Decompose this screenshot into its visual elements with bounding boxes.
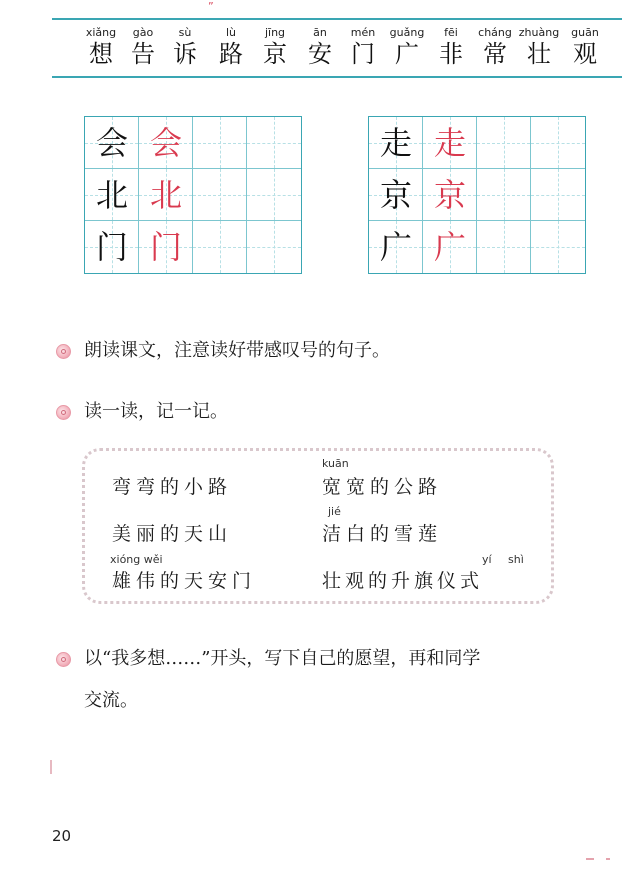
character-hanzi: 京 [263, 40, 287, 68]
exercise-write-line2: 交流。 [84, 690, 138, 711]
new-character [120, 26, 166, 68]
model-character: 走 [379, 124, 412, 162]
character-pinyin: zhuàng [518, 26, 560, 39]
model-character: 会 [95, 124, 128, 162]
exercise-write-line1: 以“我多想……”开头，写下自己的愿望，再和同学 [84, 648, 481, 669]
character-hanzi: 告 [131, 40, 155, 68]
grid-cell [193, 117, 247, 169]
character-pinyin: xiǎng [85, 26, 117, 39]
character-hanzi: 广 [395, 40, 419, 68]
model-character: 广 [379, 228, 412, 266]
character-pinyin: guǎng [389, 26, 425, 39]
margin-tick [50, 760, 52, 774]
character-pinyin: mén [350, 26, 376, 39]
new-character [162, 26, 208, 68]
character-pinyin: fēi [444, 26, 458, 39]
trace-character: 门 [149, 228, 182, 266]
grid-cell [531, 221, 585, 273]
new-character [562, 26, 608, 68]
trace-character: 会 [149, 124, 182, 162]
exercise-read-remember: 读一读，记一记。 [84, 401, 228, 422]
pinyin-shi: shì [508, 553, 524, 566]
model-character: 京 [379, 176, 412, 214]
character-hanzi: 门 [351, 40, 375, 68]
pinyin-kuan: kuān [322, 457, 349, 470]
phrase-row3-right: 壮观的升旗仪式 [322, 570, 484, 592]
grid-cell [247, 117, 301, 169]
grid-cell [193, 221, 247, 273]
character-pinyin: ān [313, 26, 327, 39]
trace-character: 北 [149, 176, 182, 214]
grid-cell [247, 169, 301, 221]
pinyin-jie: jié [328, 505, 341, 518]
exercise-2-bullet-icon [56, 405, 71, 420]
character-hanzi: 路 [219, 40, 243, 68]
character-hanzi: 观 [573, 40, 597, 68]
header-top-line [52, 18, 622, 20]
new-character [208, 26, 254, 68]
character-hanzi: 安 [308, 40, 332, 68]
phrase-row2-left: 美丽的天山 [112, 523, 233, 545]
trace-character: 京 [433, 176, 466, 214]
header-bottom-line [52, 76, 622, 78]
pinyin-xiongwei: xióng wěi [110, 553, 163, 566]
exercise-3-bullet-icon [56, 652, 71, 667]
phrase-row2-right: 洁白的雪莲 [322, 523, 443, 545]
character-pinyin: lù [225, 26, 237, 39]
writing-grid-right [368, 116, 586, 274]
new-character [340, 26, 386, 68]
phrase-row1-left: 弯弯的小路 [112, 476, 233, 498]
character-hanzi: 诉 [173, 40, 197, 68]
new-character [472, 26, 518, 68]
character-hanzi: 想 [89, 40, 113, 68]
trace-character: 走 [433, 124, 466, 162]
character-hanzi: 常 [483, 40, 507, 68]
model-character: 北 [95, 176, 128, 214]
page-number: 20 [52, 827, 72, 845]
character-pinyin: sù [178, 26, 192, 39]
grid-cell [531, 169, 585, 221]
corner-mark-1 [586, 858, 594, 860]
new-character [516, 26, 562, 68]
pinyin-yi: yí [482, 553, 492, 566]
model-character: 门 [95, 228, 128, 266]
writing-grid-left [84, 116, 302, 274]
character-pinyin: jīng [264, 26, 286, 39]
new-character [252, 26, 298, 68]
phrase-row1-right: 宽宽的公路 [322, 476, 443, 498]
character-hanzi: 壮 [527, 40, 551, 68]
new-character [78, 26, 124, 68]
corner-mark-2 [606, 858, 610, 860]
new-character [297, 26, 343, 68]
character-pinyin: guān [571, 26, 599, 39]
grid-cell [247, 221, 301, 273]
top-red-mark: ” [208, 0, 214, 13]
character-pinyin: cháng [478, 26, 512, 39]
character-hanzi: 非 [439, 40, 463, 68]
trace-character: 广 [433, 228, 466, 266]
grid-cell [193, 169, 247, 221]
new-character-row [78, 26, 598, 72]
new-character [384, 26, 430, 68]
grid-cell [477, 169, 531, 221]
phrase-row3-left: 雄伟的天安门 [112, 570, 257, 592]
exercise-1-bullet-icon [56, 344, 71, 359]
grid-cell [531, 117, 585, 169]
character-pinyin: gào [132, 26, 154, 39]
grid-cell [477, 117, 531, 169]
grid-cell [477, 221, 531, 273]
new-character [428, 26, 474, 68]
exercise-read-aloud: 朗读课文，注意读好带感叹号的句子。 [84, 340, 390, 361]
